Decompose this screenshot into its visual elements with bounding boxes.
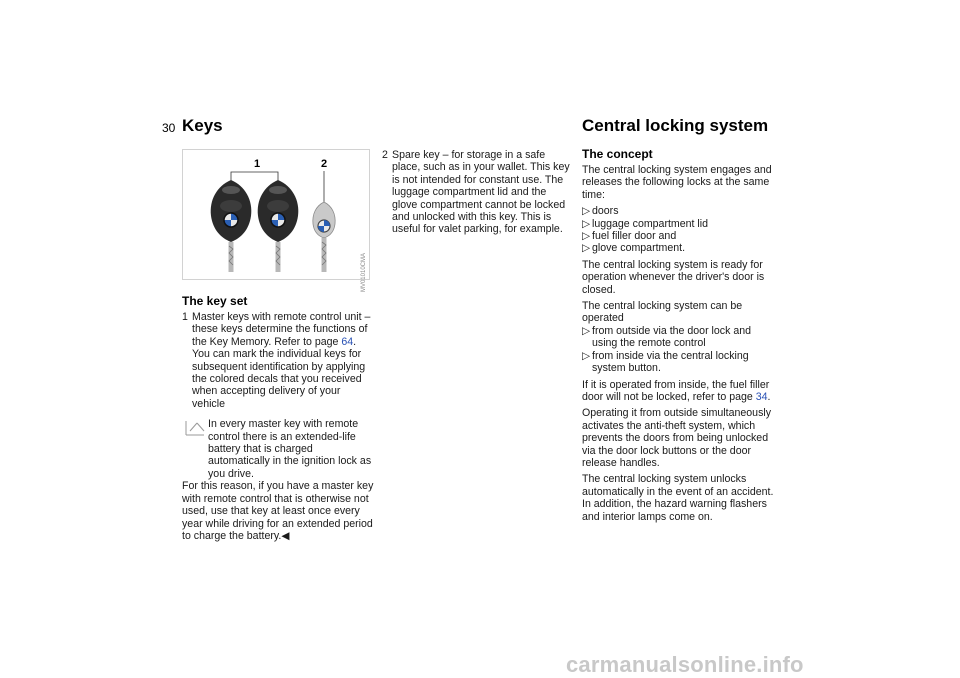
- middle-column-text: [382, 149, 574, 236]
- item-text: Spare key – for storage in a safe place, such as in your wallet. This key is not intended for constant use. The luggage compartment lid and the glove compartment cannot be locked and unlocked with this key. This is useful for valet parking, for example.: [392, 149, 570, 236]
- subheading-key-set: The key set: [182, 294, 248, 308]
- right-column-text: [582, 164, 778, 527]
- figure-code: MV01010CMA: [361, 253, 367, 293]
- subheading-concept: The concept: [582, 147, 653, 161]
- operated-list: [582, 325, 778, 375]
- list-item: ▷ doors: [582, 205, 619, 218]
- list-item: ▷ luggage compartment lid: [582, 217, 709, 230]
- section-heading-keys: Keys: [182, 116, 223, 135]
- note-text-2: For this reason, if you have a master key with remote control that is otherwise not used, use that key at least once every year while driving for an extended period to charge the battery.: [182, 480, 374, 542]
- spare-key: [313, 202, 335, 272]
- bullet-arrow-icon: ▷: [582, 217, 591, 230]
- intro-paragraph: The central locking system engages and releases the following locks at the same time:: [582, 164, 772, 201]
- footer-watermark[interactable]: carmanualsonline.info: [566, 652, 804, 677]
- left-column-text: [182, 311, 374, 542]
- callout-bracket-1: [231, 172, 278, 186]
- list-item: ▷ fuel filler door and: [582, 230, 677, 243]
- page-link-34[interactable]: 34: [755, 390, 768, 403]
- item-text: Master keys with remote control unit – these keys determine the functions of the Key Memory. Refer to page: [192, 311, 371, 348]
- bullet-arrow-icon: ▷: [582, 349, 591, 362]
- list-item-spare-key: [382, 149, 574, 236]
- note-block: [182, 418, 374, 542]
- ready-paragraph: The central locking system is ready for operation whenever the driver's door is closed.: [582, 258, 765, 296]
- bullet-arrow-icon: ▷: [582, 324, 591, 337]
- note-icon: [184, 420, 206, 436]
- master-key-2: [258, 180, 299, 272]
- item-number: 2: [382, 149, 388, 161]
- section-heading-central-locking: Central locking system: [582, 116, 769, 135]
- page-link-64[interactable]: 64: [341, 335, 354, 348]
- list-item: ▷ glove compartment.: [582, 242, 686, 255]
- bullet-arrow-icon: ▷: [582, 205, 591, 218]
- note-text: In every master key with remote control there is an extended-life battery that is charged automatically in the ignition lock as you drive.: [208, 418, 372, 480]
- list-item: ▷ from outside via the door lock and using the remote control: [582, 324, 751, 350]
- callout-label-1: 1: [254, 158, 261, 170]
- locks-list: [582, 205, 778, 255]
- item-number: 1: [182, 311, 188, 323]
- callout-label-2: 2: [321, 158, 328, 170]
- key-set-illustration: [183, 150, 369, 279]
- master-key-1: [211, 180, 252, 272]
- list-item: ▷ from inside via the central locking system button.: [582, 349, 749, 375]
- operated-intro: The central locking system can be operated: [582, 300, 743, 325]
- end-of-note-mark: ◀: [281, 529, 290, 542]
- key-set-figure: [182, 149, 370, 293]
- bullet-arrow-icon: ▷: [582, 242, 591, 255]
- list-item-master-keys: [182, 311, 374, 410]
- inside-paragraph: If it is operated from inside, the fuel filler door will not be locked, refer to page 34.: [582, 378, 771, 403]
- bullet-arrow-icon: ▷: [582, 230, 591, 243]
- item-text-continued: . You can mark the individual keys for subsequent identification by applying the colored decals that you received when accepting delivery of your vehicle: [192, 335, 366, 410]
- page-number: 30: [162, 121, 176, 135]
- outside-paragraph: Operating it from outside simultaneously activates the anti-theft system, which prevents the doors from being unlocked via the door lock buttons or the door release handles.: [582, 407, 772, 469]
- accident-paragraph: The central locking system unlocks automatically in the event of an accident. In addition, the hazard warning flashers and interior lamps come on.: [582, 473, 774, 523]
